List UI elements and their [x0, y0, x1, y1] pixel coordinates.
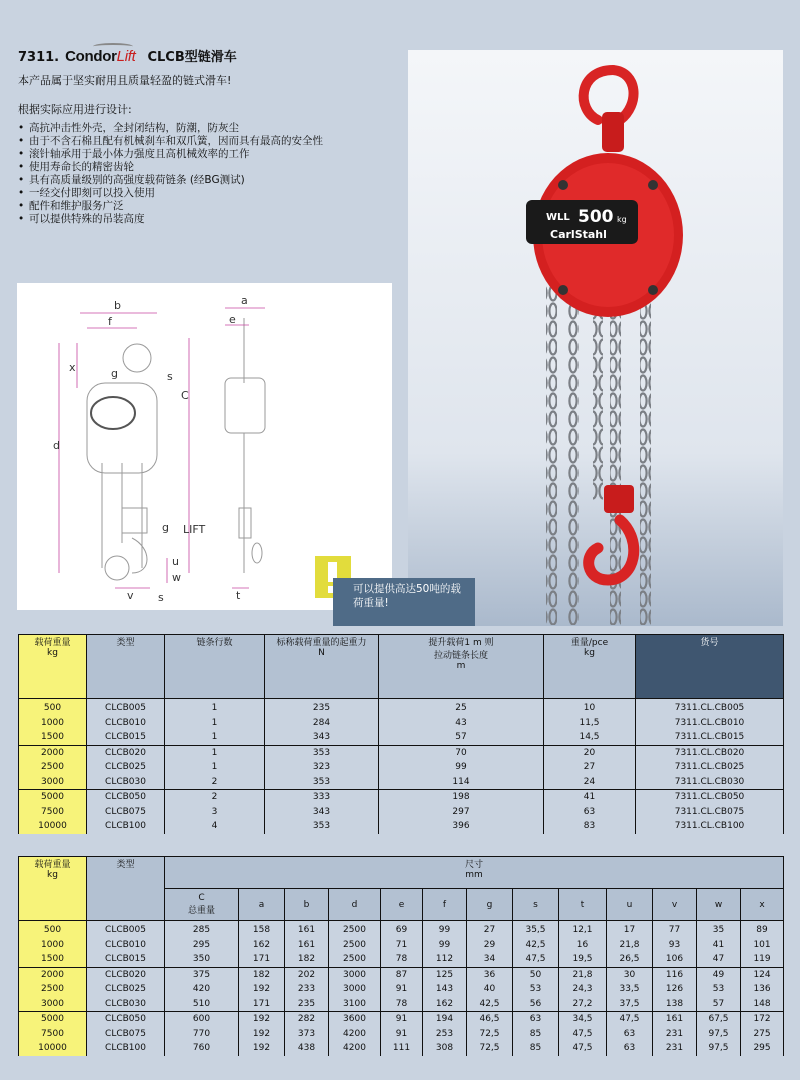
table-cell: 2500	[329, 921, 381, 938]
table-cell: 57	[697, 997, 741, 1012]
cell-type: CLCB025	[87, 982, 165, 997]
table-cell: 14,5	[544, 730, 636, 745]
table-cell: 510	[165, 997, 239, 1012]
table-row	[19, 938, 784, 953]
table-cell: 70	[379, 745, 544, 760]
page-header	[18, 46, 237, 65]
table-cell: 26,5	[607, 952, 653, 967]
logo-main: Condor	[65, 48, 117, 65]
table-cell: 350	[165, 952, 239, 967]
table-cell: 97,5	[697, 1027, 741, 1042]
table-row	[19, 819, 784, 834]
table-cell: 2500	[329, 952, 381, 967]
table-cell: 7311.CL.CB075	[636, 805, 784, 820]
specification-table	[18, 634, 784, 834]
table-cell: 2	[165, 790, 265, 805]
table-cell: 41	[544, 790, 636, 805]
table-cell: 27	[544, 760, 636, 775]
table-cell: 17	[607, 921, 653, 938]
table-cell: 25	[379, 699, 544, 716]
spec-table-body	[19, 699, 784, 834]
cell-type: CLCB015	[87, 952, 165, 967]
table-cell: 182	[285, 952, 329, 967]
logo-swoosh	[93, 43, 133, 50]
table-cell: 353	[265, 775, 379, 790]
table-cell: 297	[379, 805, 544, 820]
table-cell: 7311.CL.CB020	[636, 745, 784, 760]
table-cell: 78	[381, 952, 423, 967]
dim-label-g-bottom: g	[162, 521, 169, 534]
table-cell: 124	[741, 967, 784, 982]
table-cell: 148	[741, 997, 784, 1012]
cell-type: CLCB100	[87, 819, 165, 834]
cell-load: 500	[19, 921, 87, 938]
table-cell: 83	[544, 819, 636, 834]
dims-col-s: s	[513, 889, 559, 921]
table-cell: 46,5	[467, 1012, 513, 1027]
header-force: 标称载荷重量的起重力 N	[265, 635, 379, 699]
table-cell: 63	[513, 1012, 559, 1027]
table-cell: 7311.CL.CB025	[636, 760, 784, 775]
dims-header-size: 尺寸 mm	[165, 857, 784, 889]
dims-col-v: v	[653, 889, 697, 921]
dims-col-u: u	[607, 889, 653, 921]
dim-label-w: w	[172, 571, 181, 584]
table-row	[19, 805, 784, 820]
dims-col-d: d	[329, 889, 381, 921]
table-cell: 19,5	[559, 952, 607, 967]
cell-type: CLCB005	[87, 699, 165, 716]
table-cell: 30	[607, 967, 653, 982]
table-cell: 182	[239, 967, 285, 982]
dimensions-table	[18, 856, 784, 1056]
header-falls: 链条行数	[165, 635, 265, 699]
table-cell: 1	[165, 699, 265, 716]
table-cell: 171	[239, 997, 285, 1012]
table-cell: 72,5	[467, 1041, 513, 1056]
cell-type: CLCB015	[87, 730, 165, 745]
table-row	[19, 775, 784, 790]
table-cell: 343	[265, 805, 379, 820]
table-cell: 125	[423, 967, 467, 982]
table-cell: 12,1	[559, 921, 607, 938]
table-cell: 171	[239, 952, 285, 967]
table-cell: 7311.CL.CB005	[636, 699, 784, 716]
feature-item: • 滚针轴承用于最小体力强度且高机械效率的工作	[18, 148, 323, 161]
dim-label-x: x	[69, 361, 76, 374]
table-cell: 47,5	[607, 1012, 653, 1027]
label-capacity: 500	[578, 207, 614, 227]
table-cell: 1	[165, 730, 265, 745]
dims-table-body	[19, 921, 784, 1056]
table-cell: 112	[423, 952, 467, 967]
feature-list	[18, 122, 323, 226]
table-cell: 24	[544, 775, 636, 790]
feature-item: • 一经交付即刻可以投入使用	[18, 187, 323, 200]
table-cell: 71	[381, 938, 423, 953]
cell-type: CLCB075	[87, 1027, 165, 1042]
table-cell: 99	[379, 760, 544, 775]
table-cell: 85	[513, 1041, 559, 1056]
table-cell: 192	[239, 982, 285, 997]
table-cell: 295	[165, 938, 239, 953]
table-cell: 91	[381, 982, 423, 997]
dim-label-e: e	[229, 313, 236, 326]
dims-col-C: C 总重量	[165, 889, 239, 921]
dims-header-type: 类型	[87, 857, 165, 921]
table-row	[19, 790, 784, 805]
table-cell: 97,5	[697, 1041, 741, 1056]
table-cell: 40	[467, 982, 513, 997]
table-cell: 2500	[329, 938, 381, 953]
table-cell: 21,8	[559, 967, 607, 982]
table-cell: 202	[285, 967, 329, 982]
table-cell: 7311.CL.CB030	[636, 775, 784, 790]
table-cell: 1	[165, 716, 265, 731]
cell-load: 5000	[19, 790, 87, 805]
table-cell: 231	[653, 1027, 697, 1042]
table-row	[19, 997, 784, 1012]
table-cell: 53	[513, 982, 559, 997]
table-cell: 67,5	[697, 1012, 741, 1027]
table-cell: 77	[653, 921, 697, 938]
dims-header-load: 载荷重量 kg	[19, 857, 87, 921]
table-cell: 42,5	[513, 938, 559, 953]
table-cell: 162	[239, 938, 285, 953]
table-cell: 116	[653, 967, 697, 982]
cell-load: 500	[19, 699, 87, 716]
table-row	[19, 745, 784, 760]
table-cell: 192	[239, 1012, 285, 1027]
table-row	[19, 967, 784, 982]
table-cell: 87	[381, 967, 423, 982]
table-cell: 158	[239, 921, 285, 938]
chain-hoist-illustration	[408, 50, 783, 626]
dim-label-f: f	[108, 315, 112, 328]
table-cell: 3100	[329, 997, 381, 1012]
table-cell: 3000	[329, 967, 381, 982]
cell-load: 1000	[19, 938, 87, 953]
table-cell: 7311.CL.CB010	[636, 716, 784, 731]
table-cell: 49	[697, 967, 741, 982]
table-cell: 33,5	[607, 982, 653, 997]
table-row	[19, 1027, 784, 1042]
table-cell: 420	[165, 982, 239, 997]
table-cell: 162	[423, 997, 467, 1012]
table-cell: 91	[381, 1027, 423, 1042]
table-cell: 161	[285, 921, 329, 938]
table-cell: 91	[381, 1012, 423, 1027]
cell-type: CLCB050	[87, 1012, 165, 1027]
dims-col-g: g	[467, 889, 513, 921]
table-cell: 47,5	[559, 1041, 607, 1056]
logo-suffix: Lift	[116, 48, 136, 65]
table-cell: 172	[741, 1012, 784, 1027]
cell-type: CLCB005	[87, 921, 165, 938]
design-basis-text: 根据实际应用进行设计:	[18, 103, 132, 116]
table-cell: 7311.CL.CB050	[636, 790, 784, 805]
chain-hoist-photo	[408, 50, 783, 626]
table-cell: 284	[265, 716, 379, 731]
table-cell: 20	[544, 745, 636, 760]
table-cell: 36	[467, 967, 513, 982]
page-title: CLCB型链滑车	[147, 50, 237, 65]
table-cell: 72,5	[467, 1027, 513, 1042]
dims-col-e: e	[381, 889, 423, 921]
table-cell: 41	[697, 938, 741, 953]
table-cell: 231	[653, 1041, 697, 1056]
dims-col-b: b	[285, 889, 329, 921]
table-cell: 99	[423, 938, 467, 953]
cell-type: CLCB020	[87, 967, 165, 982]
table-cell: 1	[165, 760, 265, 775]
cell-type: CLCB030	[87, 997, 165, 1012]
header-load: 载荷重量 kg	[19, 635, 87, 699]
table-cell: 194	[423, 1012, 467, 1027]
dims-col-f: f	[423, 889, 467, 921]
table-cell: 35	[697, 921, 741, 938]
table-cell: 353	[265, 819, 379, 834]
table-cell: 295	[741, 1041, 784, 1056]
dim-label-s-top: s	[167, 370, 173, 383]
table-cell: 3000	[329, 982, 381, 997]
table-cell: 34,5	[559, 1012, 607, 1027]
dim-label-C: C	[181, 389, 189, 402]
table-cell: 282	[285, 1012, 329, 1027]
feature-item: • 具有高质量级别的高强度载荷链条 (经BG测试)	[18, 174, 323, 187]
feature-item: • 配件和维护服务广泛	[18, 200, 323, 213]
table-cell: 1	[165, 745, 265, 760]
label-unit: kg	[617, 215, 627, 224]
dim-label-v: v	[127, 589, 134, 602]
table-cell: 10	[544, 699, 636, 716]
table-cell: 56	[513, 997, 559, 1012]
table-cell: 29	[467, 938, 513, 953]
cell-load: 3000	[19, 775, 87, 790]
table-cell: 93	[653, 938, 697, 953]
table-cell: 47,5	[559, 1027, 607, 1042]
dim-label-g-top: g	[111, 367, 118, 380]
table-row	[19, 1041, 784, 1056]
table-cell: 7311.CL.CB015	[636, 730, 784, 745]
table-cell: 85	[513, 1027, 559, 1042]
table-cell: 106	[653, 952, 697, 967]
label-wll: WLL	[546, 212, 570, 223]
table-cell: 143	[423, 982, 467, 997]
dims-col-w: w	[697, 889, 741, 921]
table-cell: 760	[165, 1041, 239, 1056]
table-cell: 333	[265, 790, 379, 805]
table-cell: 47	[697, 952, 741, 967]
dim-label-t: t	[236, 589, 241, 602]
dim-label-a: a	[241, 294, 248, 307]
table-cell: 353	[265, 745, 379, 760]
table-cell: 7311.CL.CB100	[636, 819, 784, 834]
table-cell: 126	[653, 982, 697, 997]
cell-type: CLCB050	[87, 790, 165, 805]
table-cell: 57	[379, 730, 544, 745]
table-cell: 111	[381, 1041, 423, 1056]
cell-load: 2000	[19, 967, 87, 982]
table-cell: 375	[165, 967, 239, 982]
cell-load: 1500	[19, 730, 87, 745]
table-cell: 233	[285, 982, 329, 997]
dim-label-lift: LIFT	[183, 523, 206, 536]
table-cell: 27,2	[559, 997, 607, 1012]
table-cell: 138	[653, 997, 697, 1012]
cell-load: 3000	[19, 997, 87, 1012]
table-cell: 114	[379, 775, 544, 790]
dim-label-b: b	[114, 299, 121, 312]
table-cell: 161	[653, 1012, 697, 1027]
table-cell: 136	[741, 982, 784, 997]
table-cell: 35,5	[513, 921, 559, 938]
table-cell: 3	[165, 805, 265, 820]
cell-load: 10000	[19, 819, 87, 834]
dims-col-a: a	[239, 889, 285, 921]
header-weight: 重量/pce kg	[544, 635, 636, 699]
table-cell: 4	[165, 819, 265, 834]
catalog-number: 7311.	[18, 50, 60, 65]
dims-col-x: x	[741, 889, 784, 921]
table-cell: 34	[467, 952, 513, 967]
cell-type: CLCB010	[87, 938, 165, 953]
table-row	[19, 952, 784, 967]
table-cell: 89	[741, 921, 784, 938]
table-cell: 275	[741, 1027, 784, 1042]
cell-type: CLCB020	[87, 745, 165, 760]
table-cell: 47,5	[513, 952, 559, 967]
table-row	[19, 760, 784, 775]
table-row	[19, 730, 784, 745]
dims-col-t: t	[559, 889, 607, 921]
table-cell: 99	[423, 921, 467, 938]
table-cell: 42,5	[467, 997, 513, 1012]
table-cell: 253	[423, 1027, 467, 1042]
table-cell: 770	[165, 1027, 239, 1042]
table-row	[19, 982, 784, 997]
table-cell: 438	[285, 1041, 329, 1056]
table-cell: 3600	[329, 1012, 381, 1027]
table-cell: 119	[741, 952, 784, 967]
table-cell: 192	[239, 1027, 285, 1042]
cell-load: 5000	[19, 1012, 87, 1027]
cell-load: 10000	[19, 1041, 87, 1056]
table-cell: 192	[239, 1041, 285, 1056]
feature-item: • 高抗冲击性外壳，全封闭结构，防潮，防灰尘	[18, 122, 323, 135]
table-cell: 323	[265, 760, 379, 775]
cell-load: 7500	[19, 805, 87, 820]
cell-load: 2500	[19, 760, 87, 775]
cell-load: 7500	[19, 1027, 87, 1042]
table-cell: 235	[265, 699, 379, 716]
table-row	[19, 716, 784, 731]
dim-label-u: u	[172, 555, 179, 568]
table-cell: 4200	[329, 1027, 381, 1042]
cell-load: 2000	[19, 745, 87, 760]
table-row	[19, 921, 784, 938]
table-cell: 63	[544, 805, 636, 820]
table-cell: 285	[165, 921, 239, 938]
intro-text: 本产品属于坚实耐用且质量轻盈的链式滑车!	[18, 74, 232, 87]
condorlift-logo	[65, 48, 135, 65]
cell-type: CLCB030	[87, 775, 165, 790]
table-cell: 4200	[329, 1041, 381, 1056]
table-cell: 69	[381, 921, 423, 938]
header-type: 类型	[87, 635, 165, 699]
table-cell: 101	[741, 938, 784, 953]
cell-type: CLCB010	[87, 716, 165, 731]
table-cell: 24,3	[559, 982, 607, 997]
table-cell: 27	[467, 921, 513, 938]
feature-item: • 使用寿命长的精密齿轮	[18, 161, 323, 174]
header-code: 货号	[636, 635, 784, 699]
table-cell: 43	[379, 716, 544, 731]
table-cell: 16	[559, 938, 607, 953]
feature-item: • 可以提供特殊的吊装高度	[18, 213, 323, 226]
table-cell: 600	[165, 1012, 239, 1027]
dim-label-d: d	[53, 439, 60, 452]
cell-type: CLCB100	[87, 1041, 165, 1056]
table-cell: 235	[285, 997, 329, 1012]
table-cell: 161	[285, 938, 329, 953]
label-brand: CarlStahl	[550, 228, 607, 241]
table-cell: 63	[607, 1027, 653, 1042]
table-cell: 396	[379, 819, 544, 834]
table-cell: 63	[607, 1041, 653, 1056]
table-row	[19, 1012, 784, 1027]
dim-label-s-bottom: s	[158, 591, 164, 604]
table-cell: 308	[423, 1041, 467, 1056]
table-cell: 343	[265, 730, 379, 745]
feature-item: • 由于不含石棉且配有机械刹车和双爪簧，因而具有最高的安全性	[18, 135, 323, 148]
table-cell: 373	[285, 1027, 329, 1042]
table-cell: 198	[379, 790, 544, 805]
capacity-note: 可以提供高达50吨的载荷重量!	[333, 578, 475, 626]
table-cell: 78	[381, 997, 423, 1012]
table-cell: 2	[165, 775, 265, 790]
table-cell: 21,8	[607, 938, 653, 953]
cell-type: CLCB075	[87, 805, 165, 820]
cell-load: 2500	[19, 982, 87, 997]
table-cell: 37,5	[607, 997, 653, 1012]
table-row	[19, 699, 784, 716]
header-pull: 提升载荷1 m 则 拉动链条长度 m	[379, 635, 544, 699]
cell-load: 1000	[19, 716, 87, 731]
table-cell: 53	[697, 982, 741, 997]
table-cell: 50	[513, 967, 559, 982]
cell-load: 1500	[19, 952, 87, 967]
table-cell: 11,5	[544, 716, 636, 731]
cell-type: CLCB025	[87, 760, 165, 775]
